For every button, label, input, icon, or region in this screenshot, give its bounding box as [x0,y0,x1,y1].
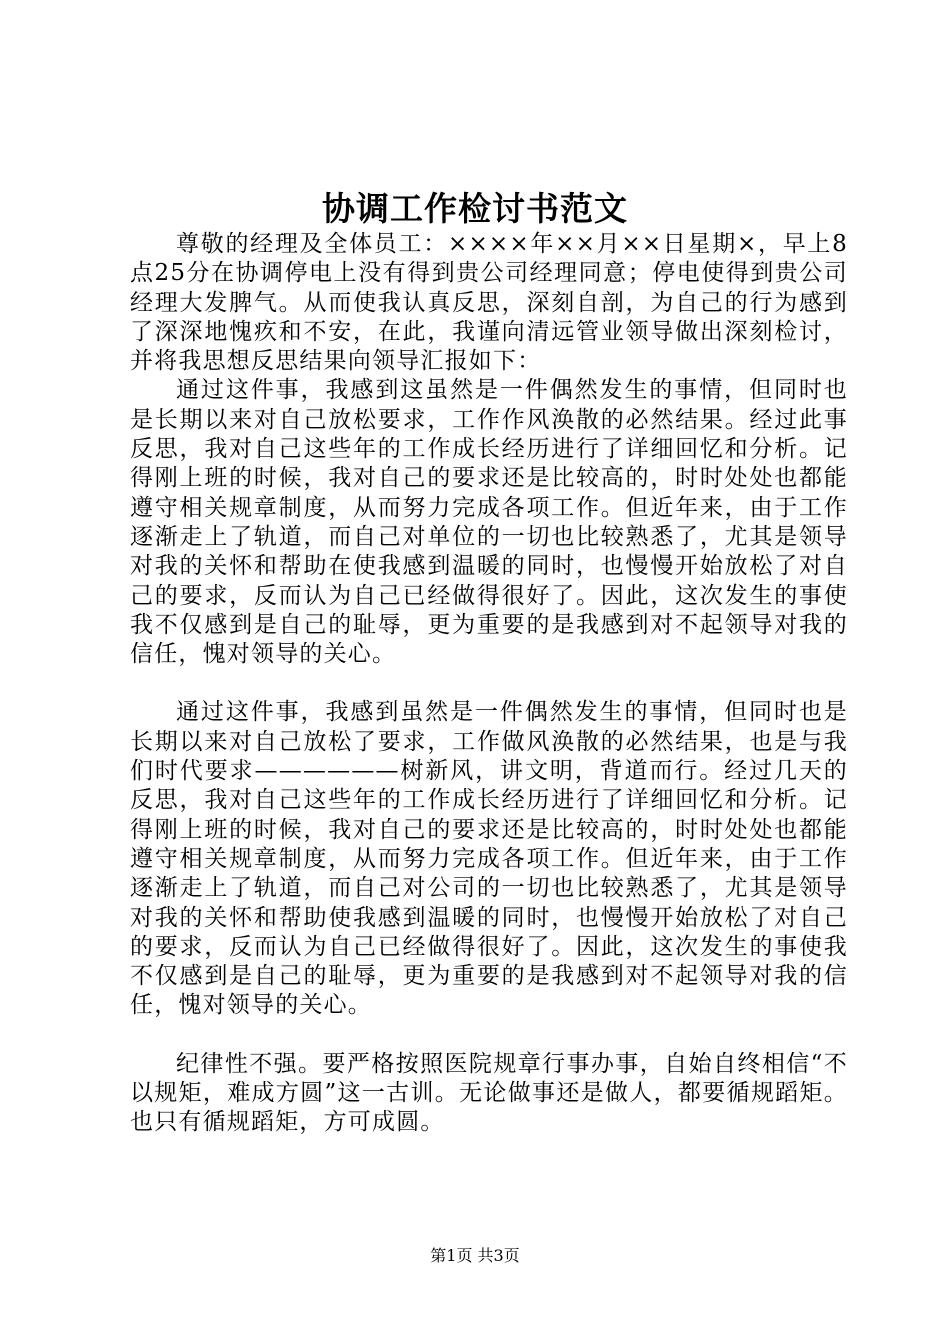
document-title: 协调工作检讨书范文 [322,189,628,228]
paragraph-salutation: 尊敬的经理及全体员工：××××年××月××日星期×，早上8点25分在协调停电上没有得到贵公司经理同意；停电使得到贵公司经理大发脾气。从而使我认真反思，深刻自剖，为自己的行为感到了深深地愧疚和不安，在此，我谨向清远管业领导做出深刻检讨，并将我思想反思结果向领导汇报如下： [130,231,848,375]
paragraph-spacer [130,1021,848,1050]
paragraph-reflection-2: 通过这件事，我感到虽然是一件偶然发生的事情，但同时也是长期以来对自己放松了要求，工作做风涣散的必然结果，也是与我们时代要求——————树新风，讲文明，背道而行。经过几天的反思，我对自己这些年的工作成长经历进行了详细回忆和分析。记得刚上班的时候，我对自己的要求还是比较高的，时时处处也都能遵守相关规章制度，从而努力完成各项工作。但近年来，由于工作逐渐走上了轨道，而自己对公司的一切也比较熟悉了，尤其是领导对我的关怀和帮助使我感到温暖的同时，也慢慢开始放松了对自己的要求，反而认为自己已经做得很好了。因此，这次发生的事使我不仅感到是自己的耻辱，更为重要的是我感到对不起领导对我的信任，愧对领导的关心。 [130,699,848,1019]
paragraph-spacer [130,669,848,698]
paragraph-reflection-1: 通过这件事，我感到这虽然是一件偶然发生的事情，但同时也是长期以来对自己放松要求，工作作风涣散的必然结果。经过此事反思，我对自己这些年的工作成长经历进行了详细回忆和分析。记得刚上班的时候，我对自己的要求还是比较高的，时时处处也都能遵守相关规章制度，从而努力完成各项工作。但近年来，由于工作逐渐走上了轨道，而自己对单位的一切也比较熟悉了，尤其是领导对我的关怀和帮助在使我感到温暖的同时，也慢慢开始放松了对自己的要求，反而认为自己已经做得很好了。因此，这次发生的事使我不仅感到是自己的耻辱，更为重要的是我感到对不起领导对我的信任，愧对领导的关心。 [130,377,848,668]
paragraph-discipline: 纪律性不强。要严格按照医院规章行事办事，自始自终相信“不以规矩，难成方圆”这一古训。无论做事还是做人，都要循规蹈矩。也只有循规蹈矩，方可成圆。 [130,1050,848,1136]
page-number-footer: 第1页 共3页 [430,1246,520,1265]
document-body [130,230,848,1138]
